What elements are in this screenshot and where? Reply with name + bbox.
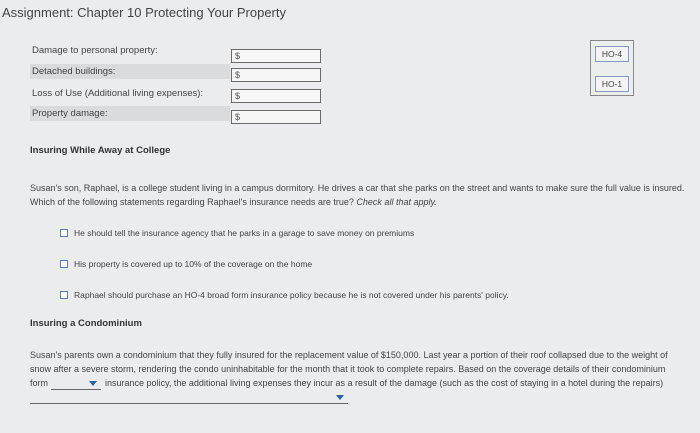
question-text: Susan's son, Raphael, is a college student living in a campus dormitory. He drives a car that she parks on the street and wants to make sure the full value is insured. Which of the following statements regarding Raphael's insurance needs are true? xyxy=(30,183,685,207)
checkbox[interactable] xyxy=(60,260,68,268)
condo-text-b: insurance policy, the additional living expenses they incur as a result of the damage (such as the cost of staying in a hotel during the repairs) xyxy=(105,378,664,388)
dollar-sign: $ xyxy=(235,112,241,122)
row-label-personal-property: Damage to personal property: xyxy=(32,45,158,56)
chevron-down-icon[interactable] xyxy=(89,381,97,386)
option-label: His property is covered up to 10% of the coverage on the home xyxy=(74,259,313,269)
option-3[interactable] xyxy=(60,290,509,300)
policy-form-legend xyxy=(590,40,634,96)
row-label-detached-buildings: Detached buildings: xyxy=(30,64,230,79)
input-detached-buildings[interactable] xyxy=(231,68,321,82)
input-loss-of-use[interactable] xyxy=(231,89,321,103)
condo-text-a: Susan's parents own a condominium that they fully insured for the replacement value of $150,000. Last year a portion of their roof collapsed due to the weight of snow after a severe storm, rendering the condo uninhabitable for the month that it took to complete repairs. Based on the coverage details of their condominium form xyxy=(30,350,668,388)
row-label-loss-of-use: Loss of Use (Additional living expenses): xyxy=(32,88,204,99)
dollar-sign: $ xyxy=(235,70,241,80)
row-label-property-damage: Property damage: xyxy=(30,106,230,121)
legend-ho1[interactable]: HO-1 xyxy=(595,76,629,92)
legend-ho4[interactable]: HO-4 xyxy=(595,46,629,62)
input-property-damage[interactable] xyxy=(231,110,321,124)
instruction-text: Check all that apply. xyxy=(356,197,437,207)
checkbox[interactable] xyxy=(60,291,68,299)
condo-paragraph xyxy=(30,348,680,404)
page-title: Assignment: Chapter 10 Protecting Your Property xyxy=(2,5,286,20)
dollar-sign: $ xyxy=(235,91,241,101)
chevron-down-icon[interactable] xyxy=(336,395,344,400)
option-1[interactable] xyxy=(60,228,414,238)
section-heading-college: Insuring While Away at College xyxy=(30,145,171,156)
section-heading-condo: Insuring a Condominium xyxy=(30,318,142,329)
option-2[interactable] xyxy=(60,259,312,269)
option-label: Raphael should purchase an HO-4 broad form insurance policy because he is not covered under his parents' policy. xyxy=(74,290,509,300)
option-label: He should tell the insurance agency that he parks in a garage to save money on premiums xyxy=(74,228,415,238)
dollar-sign: $ xyxy=(235,51,241,61)
question-paragraph xyxy=(30,181,685,209)
checkbox[interactable] xyxy=(60,229,68,237)
coverage-dropdown[interactable] xyxy=(30,392,348,404)
input-personal-property[interactable] xyxy=(231,49,321,63)
